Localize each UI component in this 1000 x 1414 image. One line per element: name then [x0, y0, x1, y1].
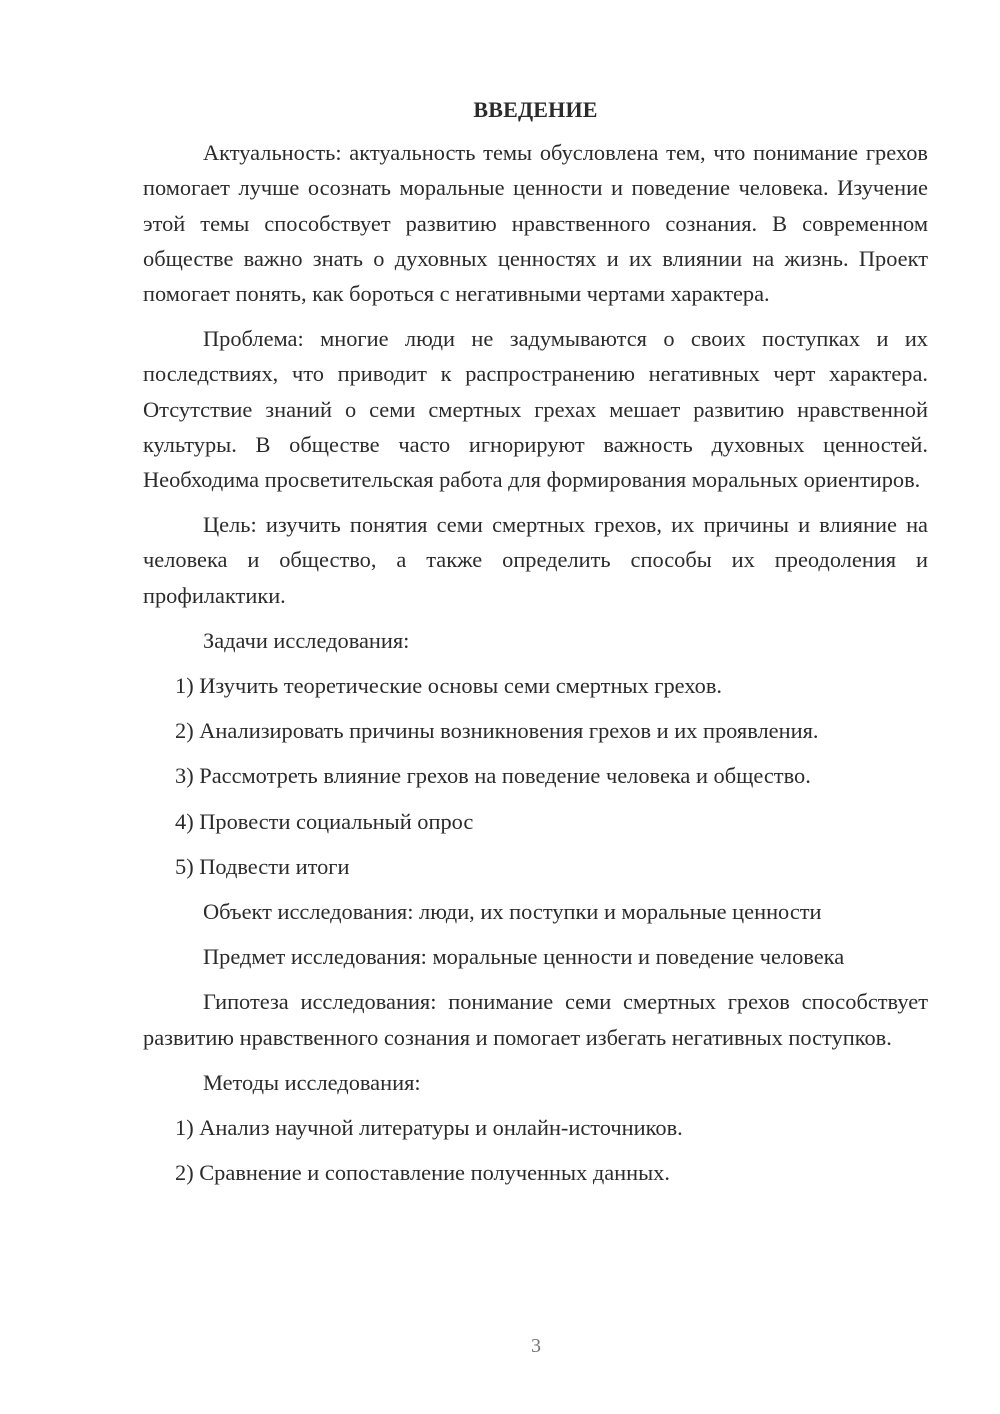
section-heading: ВВЕДЕНИЕ	[473, 97, 598, 122]
method-item: 2) Сравнение и сопоставление полученных данных.	[175, 1160, 670, 1186]
task-item: 4) Провести социальный опрос	[175, 808, 474, 834]
task-item: 5) Подвести итоги	[175, 853, 350, 879]
page-number: 3	[531, 1335, 541, 1357]
research-subject: Предмет исследования: моральные ценности и поведение человека	[203, 944, 845, 970]
tasks-label: Задачи исследования:	[203, 627, 410, 653]
task-item: 3) Рассмотреть влияние грехов на поведение человека и общество.	[175, 763, 811, 789]
methods-list	[143, 1110, 928, 1190]
relevance-paragraph: Актуальность: актуальность темы обусловлена тем, что понимание грехов помогает лучше осознать моральные ценности и поведение человека. Изучение этой темы способствует развитию нравственного сознания. В современном обществе важно знать о духовных ценностях и их влиянии на жизнь. Проект помогает понять, как бороться с негативными чертами характера.	[143, 140, 928, 307]
research-object: Объект исследования: люди, их поступки и моральные ценности	[203, 899, 822, 925]
methods-label: Методы исследования:	[203, 1069, 421, 1095]
method-item: 1) Анализ научной литературы и онлайн-источников.	[175, 1115, 683, 1141]
goal-paragraph: Цель: изучить понятия семи смертных грехов, их причины и влияние на человека и общество, а также определить способы их преодоления и профилактики.	[143, 512, 928, 608]
page-content	[143, 92, 928, 1200]
task-item: 1) Изучить теоретические основы семи смертных грехов.	[175, 673, 722, 699]
problem-paragraph: Проблема: многие люди не задумываются о своих поступках и их последствиях, что приводит к распространению негативных черт характера. Отсутствие знаний о семи смертных грехах мешает развитию нравственной культуры. В обществе часто игнорируют важность духовных ценностей. Необходима просветительская работа для формирования моральных ориентиров.	[143, 326, 928, 493]
tasks-list	[143, 668, 928, 884]
hypothesis-paragraph: Гипотеза исследования: понимание семи смертных грехов способствует развитию нравственного сознания и помогает избегать негативных поступков.	[143, 989, 928, 1050]
task-item: 2) Анализировать причины возникновения грехов и их проявления.	[175, 718, 819, 744]
